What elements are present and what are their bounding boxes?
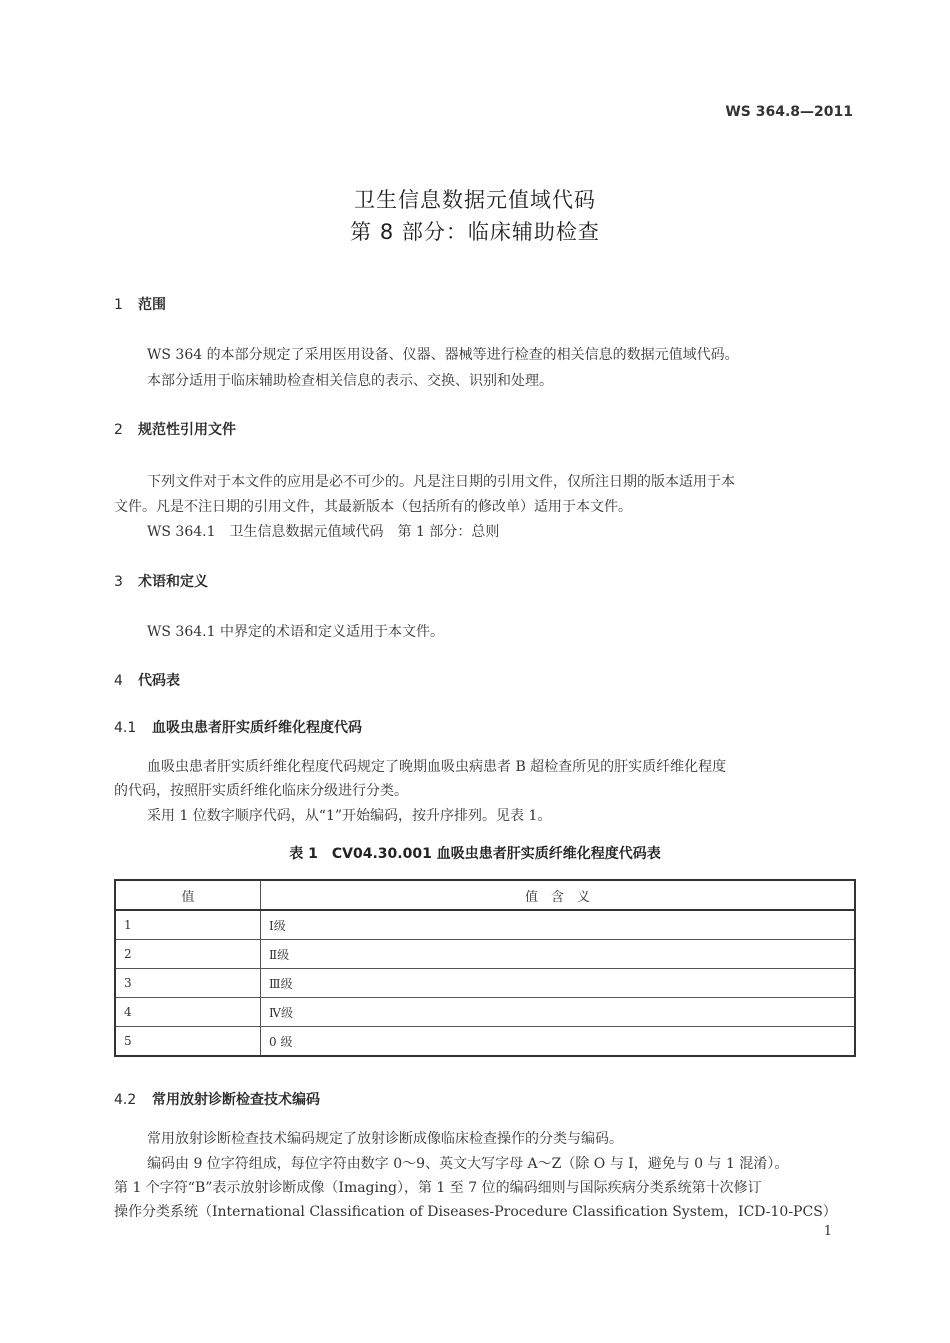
paragraph: 操作分类系统（International Classification of Diseases-Procedure Classification System，ICD-10-PCS） xyxy=(114,1204,837,1220)
section-heading-normative-references xyxy=(114,419,236,439)
paragraph: 血吸虫患者肝实质纤维化程度代码规定了晚期血吸虫病患者 B 超检查所见的肝实质纤维化程度 xyxy=(147,759,727,775)
section-number: 3 xyxy=(114,574,123,590)
paragraph: 采用 1 位数字顺序代码，从“1”开始编码，按升序排列。见表 1。 xyxy=(147,808,552,824)
document-subtitle: 第 8 部分：临床辅助检查 xyxy=(350,220,600,244)
paragraph: WS 364.1 中界定的术语和定义适用于本文件。 xyxy=(147,624,444,640)
table-row xyxy=(115,910,855,940)
table-header-row xyxy=(115,880,855,910)
paragraph: 本部分适用于临床辅助检查相关信息的表示、交换、识别和处理。 xyxy=(147,373,553,389)
paragraph: 常用放射诊断检查技术编码规定了放射诊断成像临床检查操作的分类与编码。 xyxy=(147,1131,623,1147)
subsection-heading-radiology-codes xyxy=(114,1089,320,1109)
paragraph: 文件。凡是不注日期的引用文件，其最新版本（包括所有的修改单）适用于本文件。 xyxy=(114,499,632,515)
section-number: 4 xyxy=(114,673,123,689)
section-number: 1 xyxy=(114,297,123,313)
paragraph: 编码由 9 位字符组成，每位字符由数字 0～9、英文大写字母 A～Z（除 O 与 I，避免与 0 与 1 混淆）。 xyxy=(147,1156,789,1172)
table-cell-meaning: Ⅲ级 xyxy=(261,969,856,998)
column-header-value: 值 xyxy=(115,880,261,910)
section-number: 4.1 xyxy=(114,720,137,736)
section-title: 范围 xyxy=(138,297,166,313)
section-title: 代码表 xyxy=(138,673,180,689)
reference-item: WS 364.1 卫生信息数据元值域代码 第 1 部分：总则 xyxy=(147,524,500,540)
table-cell-value: 4 xyxy=(115,998,261,1027)
code-table xyxy=(114,879,856,1057)
table-cell-meaning: Ⅰ级 xyxy=(261,910,856,940)
column-header-meaning: 值 含 义 xyxy=(261,880,856,910)
page-number: 1 xyxy=(823,1224,832,1239)
table-cell-meaning: 0 级 xyxy=(261,1027,856,1057)
table-row xyxy=(115,1027,855,1057)
standard-number: WS 364.8—2011 xyxy=(725,104,853,120)
section-number: 2 xyxy=(114,422,123,438)
section-heading-scope xyxy=(114,294,166,314)
section-number: 4.2 xyxy=(114,1092,137,1108)
table-cell-meaning: Ⅳ级 xyxy=(261,998,856,1027)
table-cell-value: 2 xyxy=(115,940,261,969)
table-cell-value: 1 xyxy=(115,910,261,940)
section-title: 血吸虫患者肝实质纤维化程度代码 xyxy=(152,720,362,736)
table-row xyxy=(115,969,855,998)
section-title: 规范性引用文件 xyxy=(138,422,236,438)
subsection-heading-fibrosis xyxy=(114,717,362,737)
paragraph: 的代码，按照肝实质纤维化临床分级进行分类。 xyxy=(114,783,408,799)
section-title: 常用放射诊断检查技术编码 xyxy=(152,1092,320,1108)
paragraph: WS 364 的本部分规定了采用医用设备、仪器、器械等进行检查的相关信息的数据元值域代码。 xyxy=(147,347,739,363)
table-row xyxy=(115,940,855,969)
table-caption: 表 1 CV04.30.001 血吸虫患者肝实质纤维化程度代码表 xyxy=(289,846,661,862)
table-cell-value: 5 xyxy=(115,1027,261,1057)
document-title: 卫生信息数据元值域代码 xyxy=(354,188,596,212)
table-cell-value: 3 xyxy=(115,969,261,998)
table-cell-meaning: Ⅱ级 xyxy=(261,940,856,969)
section-title: 术语和定义 xyxy=(138,574,208,590)
paragraph: 下列文件对于本文件的应用是必不可少的。凡是注日期的引用文件，仅所注日期的版本适用于本 xyxy=(147,474,735,490)
section-heading-code-tables xyxy=(114,670,180,690)
table-row xyxy=(115,998,855,1027)
section-heading-terms xyxy=(114,571,208,591)
paragraph: 第 1 个字符“B”表示放射诊断成像（Imaging），第 1 至 7 位的编码细则与国际疾病分类系统第十次修订 xyxy=(114,1180,762,1196)
